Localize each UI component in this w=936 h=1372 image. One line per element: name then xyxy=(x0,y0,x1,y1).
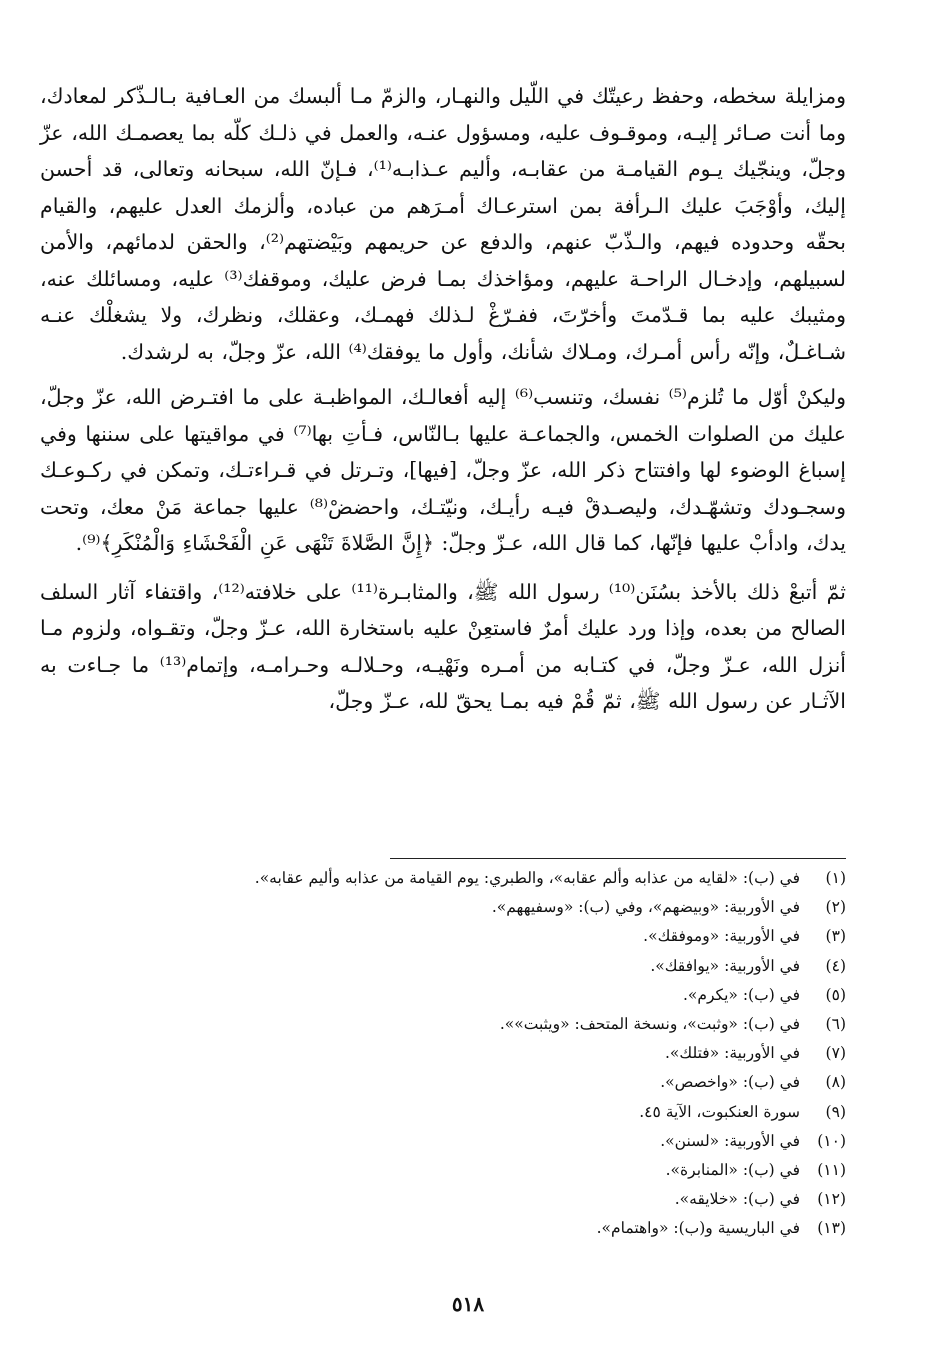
footnote-number: (١٣) xyxy=(817,1219,846,1238)
footnote xyxy=(86,893,846,922)
footnote-text: في (ب): «المنابرة». xyxy=(665,1161,800,1180)
footnote xyxy=(86,1068,846,1097)
footnote xyxy=(86,1010,846,1039)
page-number: ٥١٨ xyxy=(451,1292,485,1316)
footnote-text: في الأوربية: «وبيضهم»، وفي (ب): «وسفيههم». xyxy=(491,898,800,917)
footnote-text: في الأوربية: «يوافقك». xyxy=(650,956,800,975)
footnote xyxy=(86,1185,846,1214)
footnotes xyxy=(86,864,846,1244)
footnote-number: (١٢) xyxy=(817,1190,846,1209)
footnote-number: (٧) xyxy=(825,1044,846,1063)
paragraph: وليكنْ أوّل ما تُلزم⁽⁵⁾ نفسك، وتنسب⁽⁶⁾ إليه أفعالـك، المواظبـة على ما افتـرض الله، عزّ وجلّ، عليك من الصلوات الخمس، والجماعـة عليها بـالنّاس، فـأتِ بها⁽⁷⁾ في مواقيتها على سننها وفي إسباغ الوضوء لها وافتتاح ذكر الله، عزّ وجلّ، [فيها]، وتـرتل في قـراءتـك، وتمكن في ركـوعـك وسجـودك وتشهّـدك، وليصـدقْ فيـه رأيـك، ونيّتـك، واحضضْ⁽⁸⁾ عليها جماعة مَنْ معك، وتحت يدك، وادأبْ عليها فإنّها، كما قال الله، عـزّ وجلّ: ﴿إِنَّ الصَّلاةَ تَنْهَى عَنِ الْفَحْشَاءِ وَالْمُنْكَرِ﴾⁽⁹⁾. xyxy=(40,385,847,555)
footnote xyxy=(86,922,846,951)
footnote-separator xyxy=(390,858,846,859)
paragraph: ثمّ أتبعْ ذلك بالأخذ بسُنَن⁽¹⁰⁾ رسول الله ﷺ، والمثابـرة⁽¹¹⁾ على خلافته⁽¹²⁾، واقتفاء آثار السلف الصالح من بعده، وإذا ورد عليك أمرٌ فاستعِنْ عليه باستخارة الله، عـزّ وجلّ، وتقـواه، ولزوم مـا أنزل الله، عـزّ وجلّ، في كتـابه من أمـره ونَهْيـه، وحـلالـه وحـرامـه، وإتمام⁽¹³⁾ ما جـاءت به الآثـار عن رسول الله ﷺ، ثمّ قُمْ فيه بمـا يحقّ لله، عـزّ وجلّ، xyxy=(40,579,847,713)
paragraph: ومزايلة سخطه، وحفظ رعيتّك في اللّيل والنهـار، والزمّ مـا ألبسك من العـافية بـالـذّكر لمعادك، وما أنت صـائر إليـه، وموقـوف عليه، ومسؤول عنـه، والعمل في ذلـك كلّه بما يعصمـك الله، عزّ وجلّ، وينجّيك يـوم القيامـة من عقابـه، وأليم عـذابـه⁽¹⁾، فـإنّ الله، سبحانه وتعالى، قد أحسن إليك، وأوْجَبَ عليك الـرأفة بمن استرعـاك أمـرَهم من عباده، وألزمك العدل عليهم، والقيام بحقّه وحدوده فيهم، والـذّبّ عنهم، والدفع عن حريمهم وبَيْضتهم⁽²⁾، والحقن لدمائهم، والأمن لسبيلهم، وإدخـال الراحـة عليهم، ومؤاخذك بمـا فرض عليك، وموقفك⁽³⁾ عليه، ومسائلك عنه، ومثيبك عليه بما قـدّمتَ وأخرّتَ، ففـرّغْ لـذلك فهمـك، وعقلك، ونظرك، ولا يشغلْك عنـه شـاغـلٌ، وإنّه رأس أمـرك، ومـلاك شأنك، وأول ما يوفقك⁽⁴⁾ الله، عزّ وجلّ، به لرشدك. xyxy=(40,84,846,364)
footnote-number: (١) xyxy=(825,869,846,887)
footnote-number: (٩) xyxy=(825,1102,846,1121)
footnote-number: (١١) xyxy=(817,1161,846,1180)
footnote-number: (٥) xyxy=(825,985,846,1004)
footnote-number: (١٠) xyxy=(817,1131,846,1150)
footnote xyxy=(86,1156,846,1185)
footnote-text: سورة العنكبوت، الآية ٤٥. xyxy=(639,1102,800,1121)
footnote-number: (٣) xyxy=(825,927,846,946)
footnote-text: في (ب): «واخصص». xyxy=(660,1073,800,1092)
footnote xyxy=(86,1098,846,1127)
footnote-number: (٦) xyxy=(825,1015,846,1034)
footnote-text: في (ب): «لقايه من عذابه وألم عقابه»، والطبري: يوم القيامة من عذابه وأليم عقابه». xyxy=(254,869,800,887)
footnote-text: في الباريسية و(ب): «واهتمام». xyxy=(596,1219,800,1238)
footnote-number: (٢) xyxy=(825,898,846,917)
footnote xyxy=(86,952,846,981)
footnote-number: (٨) xyxy=(825,1073,846,1092)
footnote-text: في الأوربية: «فتلك». xyxy=(665,1044,800,1063)
footnote xyxy=(86,1214,846,1243)
footnote-text: في (ب): «وثبت»، ونسخة المتحف: «ويثبت»». xyxy=(499,1015,800,1034)
footnote-text: في الأوربية: «لسنن». xyxy=(660,1131,800,1150)
footnote-text: في (ب): «يكرم». xyxy=(682,985,800,1004)
footnote xyxy=(86,864,846,893)
footnote-number: (٤) xyxy=(825,956,846,975)
footnote xyxy=(86,1039,846,1068)
footnote xyxy=(86,981,846,1010)
main-text xyxy=(40,78,846,730)
footnote-text: في الأوربية: «وموفقك». xyxy=(643,927,800,946)
footnote xyxy=(86,1127,846,1156)
footnote-text: في (ب): «خلايقه». xyxy=(674,1190,800,1209)
